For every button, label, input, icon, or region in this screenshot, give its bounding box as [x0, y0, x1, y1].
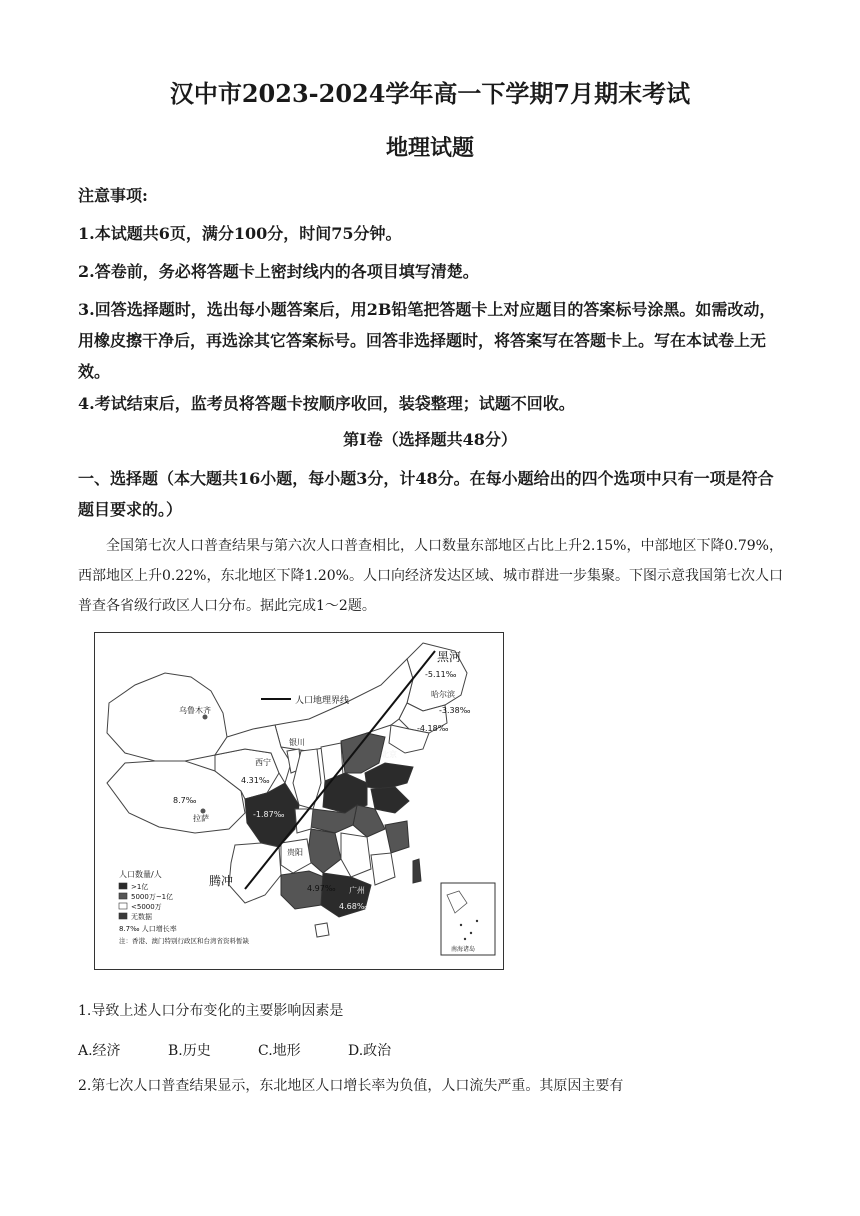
rate-sichuan: -1.87‰	[253, 810, 285, 819]
inset-label: 南海诸岛	[451, 946, 476, 953]
rate-guizhou: 4.97‰	[307, 884, 336, 893]
south-sea-inset	[441, 883, 495, 955]
section-instructions: 一、选择题（本大题共16小题，每小题3分，计48分。在每小题给出的四个选项中只有一项是符合题目要求的。）	[78, 469, 774, 519]
region-jiangxi	[341, 833, 371, 877]
label-yinchuan: 银川	[289, 738, 305, 747]
region-yunnan	[229, 843, 281, 903]
exam-subtitle: 地理试题	[385, 135, 474, 161]
question-1-option-b[interactable]: B.历史	[168, 1043, 211, 1059]
legend-mid: 5000万~1亿	[131, 893, 174, 901]
legend-high: >1亿	[131, 883, 149, 891]
rate-liaoning: -4.18‰	[417, 724, 449, 733]
rate-guangdong: 4.68‰	[339, 902, 368, 911]
label-guangzhou: 广州	[349, 886, 365, 895]
region-chongqing	[295, 809, 313, 833]
rate-heilongjiang: -5.11‰	[425, 670, 457, 679]
legend-none: 无数据	[131, 913, 152, 921]
population-distribution-map	[94, 632, 504, 970]
rate-tibet: 8.7‰	[173, 796, 197, 805]
exam-title: 汉中市2023-2024学年高一下学期7月期末考试	[169, 79, 691, 108]
region-jiangsu	[371, 787, 409, 813]
region-hunan	[307, 829, 341, 873]
notice-item-4: 4.考试结束后，监考员将答题卡按顺序收回，装袋整理；试题不回收。	[78, 394, 575, 413]
region-hainan	[315, 923, 329, 937]
notice-item-2: 2.答卷前，务必将答题卡上密封线内的各项目填写清楚。	[78, 262, 479, 281]
question-1-option-a[interactable]: A.经济	[78, 1043, 121, 1059]
question-1-options	[78, 1040, 438, 1060]
rate-qinghai: 4.31‰	[241, 776, 270, 785]
legend-swatch-none	[119, 913, 127, 919]
notice-item-3: 3.回答选择题时，选出每小题答案后，用2B铅笔把答题卡上对应题目的答案标号涂黑。如需改动，用橡皮擦干净后，再选涂其它答案标号。回答非选择题时，将答案写在答题卡上。写在本试卷上无效。	[78, 300, 776, 381]
legend-swatch-mid	[119, 893, 127, 899]
region-taiwan	[413, 859, 421, 883]
legend-low: <5000万	[131, 903, 162, 911]
label-xining: 西宁	[255, 758, 271, 767]
label-heihe: 黑河	[437, 650, 462, 664]
region-fujian	[371, 853, 395, 885]
lhasa-marker	[201, 809, 206, 814]
question-2-stem: 2.第七次人口普查结果显示，东北地区人口增长率为负值，人口流失严重。其原因主要有	[78, 1078, 624, 1094]
question-1-option-c[interactable]: C.地形	[258, 1043, 301, 1059]
legend-title: 人口数量/人	[119, 870, 162, 879]
legend-swatch-high	[119, 883, 127, 889]
region-zhejiang	[385, 821, 409, 853]
section-title: 第Ⅰ卷（选择题共48分）	[343, 430, 517, 449]
region-xinjiang	[107, 673, 227, 761]
label-tengchong: 腾冲	[209, 874, 234, 888]
legend-footnote: 注：香港、澳门特别行政区和台湾省资料暂缺	[119, 937, 249, 945]
question-1-option-d[interactable]: D.政治	[348, 1043, 392, 1059]
question-1-stem: 1.导致上述人口分布变化的主要影响因素是	[78, 1003, 344, 1019]
label-urumqi: 乌鲁木齐	[179, 706, 211, 715]
label-harbin: 哈尔滨	[431, 690, 455, 699]
notice-item-1: 1.本试题共6页，满分100分，时间75分钟。	[78, 224, 402, 243]
legend-swatch-low	[119, 903, 127, 909]
label-beijing: 北京	[381, 750, 397, 759]
rate-jilin: -3.38‰	[439, 706, 471, 715]
china-map-svg	[95, 633, 503, 969]
label-lhasa: 拉萨	[193, 814, 209, 823]
label-guiyang: 贵阳	[287, 848, 303, 857]
legend-rate-note: 8.7‰ 人口增长率	[119, 925, 177, 933]
reading-passage: 全国第七次人口普查结果与第六次人口普查相比，人口数量东部地区占比上升2.15%，中部地区下降0.79%，西部地区上升0.22%，东北地区下降1.20%。人口向经济发达区域、城市群进一步集聚。下图示意我国第七次人口普查各省级行政区人口分布。据此完成1～2题。	[78, 538, 783, 614]
urumqi-marker	[203, 715, 208, 720]
notice-heading: 注意事项:	[78, 186, 148, 205]
line-legend-label: 人口地理界线	[295, 696, 350, 706]
